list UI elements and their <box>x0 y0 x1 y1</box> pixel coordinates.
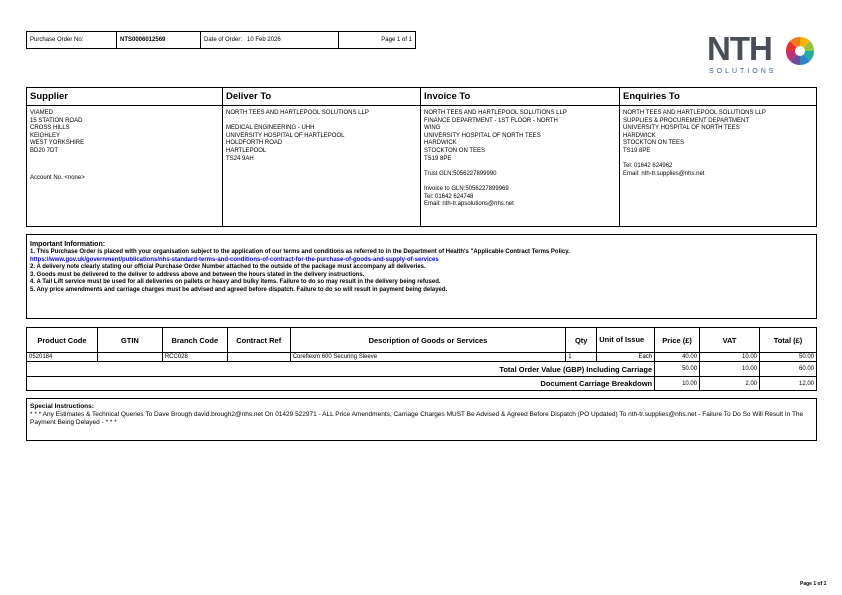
important-information <box>26 234 817 319</box>
col-unit: Unit of Issue <box>597 328 655 353</box>
enquiries-address: NORTH TEES AND HARTLEPOOL SOLUTIONS LLP SUPPLIES & PROCUREMENT DEPARTMENT UNIVERSITY HOSPITAL OF NORTH TEES HARDWICK STOCKTON ON TEES TS19 8PE Tel: 01642 624962 Email: nth-tr.supplies@nhs.net <box>623 110 766 177</box>
col-description: Description of Goods or Services <box>290 328 566 353</box>
date-value: 10 Feb 2026 <box>247 37 281 43</box>
total-label: Total Order Value (GBP) Including Carriage <box>27 362 655 377</box>
carriage-total: 12.00 <box>760 377 817 391</box>
deliver-panel <box>222 87 421 227</box>
special-text: * * * Any Estimates & Technical Queries To Dave Brough david.brough2@nhs.net On 01429 522971 - ALL Price Amendments, Carriage Charges MUST Be Advised & Agreed Before Dispatch (PO Updated) To nth-tr.supplies@nhs.net - Failure To Do So Will Result In The Payment Being Delayed - * * * <box>30 411 804 426</box>
order-date <box>200 31 339 49</box>
enquiries-panel <box>619 87 817 227</box>
info-title: Important Information: <box>30 241 106 248</box>
info-item-4: 4. A Tail Lift service must be used for all deliveries on pallets or heavy and bulky items. Failure to do so may result in the delivery being refused. <box>30 279 441 286</box>
product-code: 0520184 <box>27 353 98 362</box>
col-branch-code: Branch Code <box>162 328 227 353</box>
table-header-row <box>27 328 817 353</box>
col-qty: Qty <box>566 328 597 353</box>
info-item-1: 1. This Purchase Order is placed with your organisation subject to the application of our terms and conditions as referred to in the Department of Health's "Applicable Contract Terms Policy. <box>30 249 570 255</box>
supplier-title: Supplier <box>27 88 222 106</box>
info-item-3: 3. Goods must be delivered to the deliver to address above and between the hours stated in the delivery instructions. <box>30 271 365 278</box>
supplier-panel <box>26 87 223 227</box>
special-title: Special Instructions: <box>30 403 94 410</box>
table-row <box>27 353 817 362</box>
footer-page: Page 1 of 1 <box>800 581 827 587</box>
description: Coreflexm 600 Securing Sleeve <box>290 353 566 362</box>
col-contract-ref: Contract Ref <box>227 328 290 353</box>
gtin <box>97 353 162 362</box>
invoice-address: NORTH TEES AND HARTLEPOOL SOLUTIONS LLP FINANCE DEPARTMENT - 1ST FLOOR - NORTH WING UNIVERSITY HOSPITAL OF NORTH TEES HARDWICK STOCKTON ON TEES TS19 8PE Trust GLN:5056227899990 Invoice to GLN:5056227899969 Tel: 01642 624748 Email: nth-tr.apsolutions@nhs.net <box>424 110 567 208</box>
invoice-panel <box>420 87 620 227</box>
logo-subtext: SOLUTIONS <box>709 68 777 75</box>
carriage-price: 10.00 <box>655 377 700 391</box>
total-row <box>27 362 817 377</box>
total-vat: 10.00 <box>700 362 760 377</box>
enquiries-title: Enquiries To <box>620 88 816 106</box>
price: 40.00 <box>655 353 700 362</box>
col-product-code: Product Code <box>27 328 98 353</box>
order-items-table <box>26 327 817 391</box>
info-item-2: 2. A delivery note clearly stating our official Purchase Order Number attached to the outside of the package must accompany all deliveries. <box>30 264 426 271</box>
col-vat: VAT <box>700 328 760 353</box>
col-gtin: GTIN <box>97 328 162 353</box>
info-item-5: 5. Any price amendments and carriage charges must be advised and agreed before dispatch. Failure to do so will result in payment being delayed. <box>30 286 448 293</box>
deliver-title: Deliver To <box>223 88 420 106</box>
special-instructions <box>26 398 817 441</box>
po-number-label: Purchase Order No: <box>26 31 117 49</box>
supplier-address: VIAMED 15 STATION ROAD CROSS HILLS KEIGHLEY WEST YORKSHIRE BD20 7DT <box>30 110 85 154</box>
swirl-logo-icon <box>785 36 815 66</box>
po-number: NTS0006012569 <box>116 31 201 49</box>
date-label: Date of Order: <box>204 37 243 43</box>
logo-text: NTH <box>707 30 772 67</box>
total-total: 60.00 <box>760 362 817 377</box>
qty: 1 <box>566 353 597 362</box>
col-price: Price (£) <box>655 328 700 353</box>
total: 50.00 <box>760 353 817 362</box>
carriage-row <box>27 377 817 391</box>
invoice-title: Invoice To <box>421 88 619 106</box>
unit: Each <box>597 353 655 362</box>
branch-code: RCC028 <box>162 353 227 362</box>
terms-link[interactable]: https://www.gov.uk/government/publications/nhs-standard-terms-and-conditions-of-contract-for-the-purchase-of-goods-and-supply-of-services <box>30 256 439 263</box>
carriage-label: Document Carriage Breakdown <box>27 377 655 391</box>
contract-ref <box>227 353 290 362</box>
vat: 10.00 <box>700 353 760 362</box>
col-total: Total (£) <box>760 328 817 353</box>
nth-logo <box>707 30 815 79</box>
page-indicator: Page 1 of 1 <box>338 31 416 49</box>
supplier-account: Account No. <none> <box>30 174 85 181</box>
carriage-vat: 2.00 <box>700 377 760 391</box>
total-price: 50.00 <box>655 362 700 377</box>
deliver-address: NORTH TEES AND HARTLEPOOL SOLUTIONS LLP MEDICAL ENGINEERING - UHH UNIVERSITY HOSPITAL OF HARTLEPOOL HOLDFORTH ROAD HARTLEPOOL TS24 9AH <box>226 110 369 162</box>
